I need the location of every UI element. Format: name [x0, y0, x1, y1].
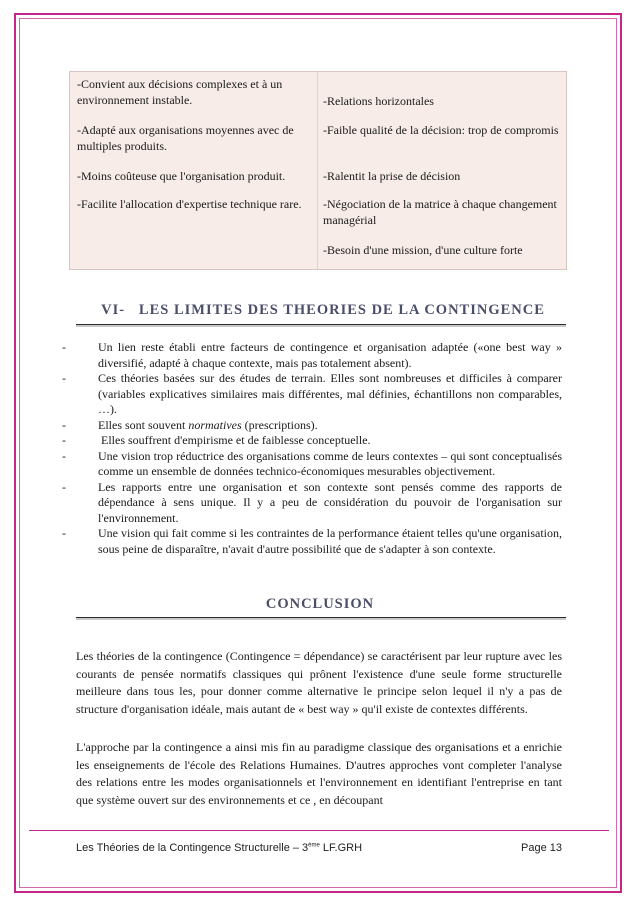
emphasis-normatives: normatives: [188, 417, 242, 432]
list-item: - Une vision trop réductrice des organisations comme de leurs contextes – qui sont conceptualisés comme un ensemble de données technico-économiques mesurables objectivement.: [62, 448, 562, 478]
footer-rule: [29, 830, 609, 831]
table-cell-left-1: -Convient aux décisions complexes et à un environnement instable.: [77, 77, 283, 107]
conclusion-title: CONCLUSION: [265, 596, 375, 612]
limits-bullet-list: [62, 340, 562, 557]
conclusion-title-rule-shadow: [76, 618, 566, 620]
table-cell-right-1: -Relations horizontales: [323, 94, 434, 108]
table-cell-left-3: -Moins coûteuse que l'organisation produit.: [77, 169, 286, 183]
section-title: VI- LES LIMITES DES THEORIES DE LA CONTINGENCE: [101, 302, 545, 318]
table-cell-right-3: -Ralentit la prise de décision: [323, 169, 461, 183]
table-column-divider: [317, 72, 318, 269]
table-cell-right-2: -Faible qualité de la décision: trop de compromis: [323, 123, 559, 137]
list-item: - Une vision qui fait comme si les contraintes de la performance étaient telles qu'une organisation, sous peine de disparaître, n'avait d'autre possibilité que de s'adapter à son contexte.: [62, 526, 562, 556]
section-title-rule-shadow: [76, 325, 566, 327]
list-item: - Elles souffrent d'empirisme et de faiblesse conceptuelle.: [62, 433, 371, 447]
comparison-table: [69, 71, 567, 270]
list-item: - Les rapports entre une organisation et son contexte sont pensés comme des rapports de dépendance à sens unique. Il y a peu de considération du pouvoir de l'organisation sur l'environnement.: [62, 479, 562, 525]
conclusion-paragraph-2: L'approche par la contingence a ainsi mis fin au paradigme classique des organisations et a enrichie les enseignements de l'école des Relations Humaines. D'autres approches vont completer l'analyse des relations entre les modes organisationnels et l'environnement en identifiant l'entreprise en tant que système ouvert sur des environnements et ce , en découpant: [76, 740, 562, 807]
table-cell-left-2: -Adapté aux organisations moyennes avec de multiples produits.: [77, 123, 294, 153]
table-cell-right-5: -Besoin d'une mission, d'une culture forte: [323, 243, 523, 257]
list-item: - Un lien reste établi entre facteurs de contingence et organisation adaptée («one best way » diversifié, adapté à chaque contexte, mais pas totalement absent).: [62, 340, 562, 370]
list-item: - Elles sont souvent normatives (prescriptions).: [62, 417, 318, 432]
list-item: - Ces théories basées sur des études de terrain. Elles sont nombreuses et difficiles à comparer (variables explicatives similaires mais différentes, mal définies, échantillons non comparables, …).: [62, 371, 562, 416]
conclusion-paragraph-1: Les théories de la contingence (Contingence = dépendance) se caractérisent par leur rupture avec les courants de pensée normatifs classiques qui prônent l'existence d'une seule forme structurelle meilleure dans tous les, pour donner comme alternative le principe selon lequel il n'y a pas de structure d'organisation idéale, mais autant de « best way » qu'il existe de contextes différents.: [76, 649, 562, 716]
page-footer: [76, 842, 562, 854]
table-cell-right-4: -Négociation de la matrice à chaque changement managérial: [323, 197, 557, 227]
footer-title: Les Théories de la Contingence Structurelle – 3ème LF.GRH: [76, 842, 363, 854]
table-cell-left-4: -Facilite l'allocation d'expertise technique rare.: [77, 197, 302, 211]
page-number: Page 13: [521, 842, 562, 854]
